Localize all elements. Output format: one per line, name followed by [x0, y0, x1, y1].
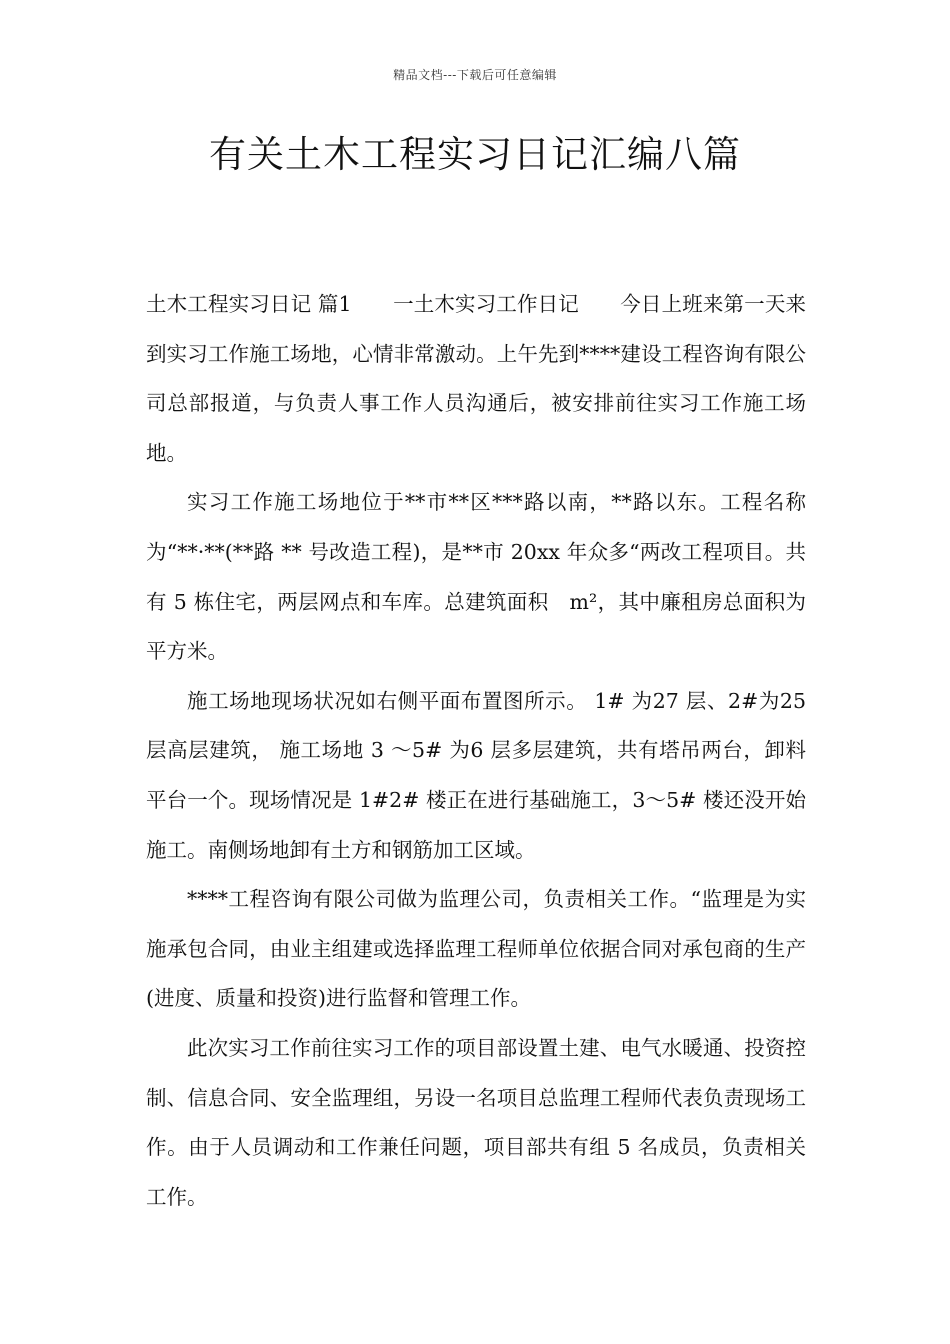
paragraph-4: ****工程咨询有限公司做为监理公司，负责相关工作。“监理是为实施承包合同，由业主组建或选择监理工程师单位依据合同对承包商的生产(进度、质量和投资)进行监督和管理工作。 [146, 887, 806, 1011]
document-title: 有关土木工程实习日记汇编八篇 [209, 133, 741, 176]
document-body [146, 280, 827, 1222]
paragraph-1: 土木工程实习日记 篇1 一土木实习工作日记 今日上班来第一天来到实习工作施工场地，心情非常激动。上午先到****建设工程咨询有限公司总部报道，与负责人事工作人员沟通后，被安排前往实习工作施工场地。 [146, 292, 806, 465]
paragraph-5: 此次实习工作前往实习工作的项目部设置土建、电气水暖通、投资控制、信息合同、安全监理组，另设一名项目总监理工程师代表负责现场工作。由于人员调动和工作兼任问题，项目部共有组 5 名成员，负责相关工作。 [146, 1035, 806, 1209]
paragraph-3: 施工场地现场状况如右侧平面布置图所示。 1# 为27 层、2#为25 层高层建筑， 施工场地 3 ～5# 为6 层多层建筑，共有塔吊两台，卸料平台一个。现场情况是 1#2# 楼正在进行基础施工，3～5# 楼还没开始施工。南侧场地卸有土方和钢筋加工区域。 [146, 688, 806, 862]
header-note: 精品文档---下载后可任意编辑 [393, 68, 557, 82]
paragraph-2: 实习工作施工场地位于**市**区***路以南，**路以东。工程名称为“**·**(**路 ** 号改造工程)，是**市 20xx 年众多“两改工程项目。共有 5 栋住宅，两层网点和车库。总建筑面积 m²，其中廉租房总面积为 平方米。 [146, 490, 827, 664]
